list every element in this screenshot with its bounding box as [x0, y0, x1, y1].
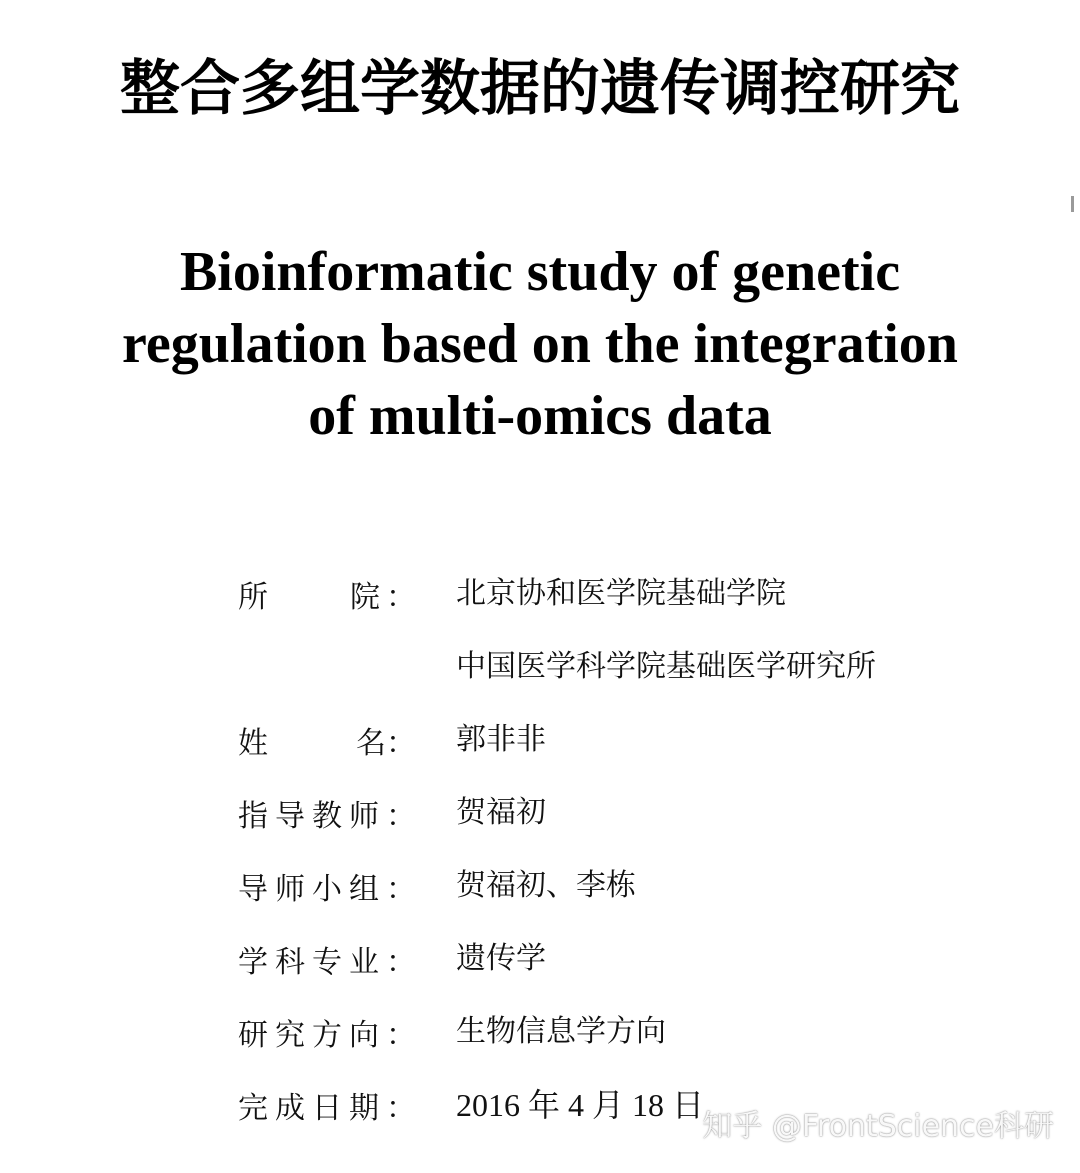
institute-label: 所 院 ： [238, 580, 416, 615]
english-title-line-2: regulation based on the integration [122, 313, 958, 375]
english-title-line-1: Bioinformatic study of genetic [179, 241, 901, 303]
english-title [40, 236, 1040, 452]
major-label: 学 科 专 业 ： [238, 945, 416, 980]
major-value: 遗传学 [456, 941, 546, 976]
info-row-major [238, 933, 998, 1006]
info-row-institute [238, 568, 998, 641]
info-row-direction [238, 1006, 998, 1079]
advisor-label: 指 导 教 师 ： [238, 799, 416, 834]
date-label: 完 成 日 期 ： [238, 1091, 416, 1126]
zhihu-watermark: 知乎 @FrontScience科研 [702, 1109, 1054, 1144]
direction-label: 研 究 方 向 ： [238, 1018, 416, 1053]
name-label: 姓 名 ： [238, 726, 416, 761]
name-value: 郭非非 [456, 722, 546, 757]
advisor-group-value: 贺福初、李栋 [456, 868, 636, 903]
thesis-info-block [238, 568, 998, 1152]
info-row-advisor [238, 787, 998, 860]
institute-value-1: 北京协和医学院基础学院 [456, 576, 786, 611]
info-row-institute-2 [238, 641, 998, 714]
chinese-title: 整合多组学数据的遗传调控研究 [120, 54, 960, 124]
english-title-line-3: of multi-omics data [308, 385, 772, 447]
advisor-value: 贺福初 [456, 795, 546, 830]
scan-edge-mark [1071, 196, 1074, 212]
institute-value-2: 中国医学科学院基础医学研究所 [456, 649, 876, 684]
date-value: 2016 年 4 月 18 日 [456, 1087, 705, 1123]
info-row-advisor-group [238, 860, 998, 933]
info-row-name [238, 714, 998, 787]
direction-value: 生物信息学方向 [456, 1014, 666, 1049]
advisor-group-label: 导 师 小 组 ： [238, 872, 416, 907]
